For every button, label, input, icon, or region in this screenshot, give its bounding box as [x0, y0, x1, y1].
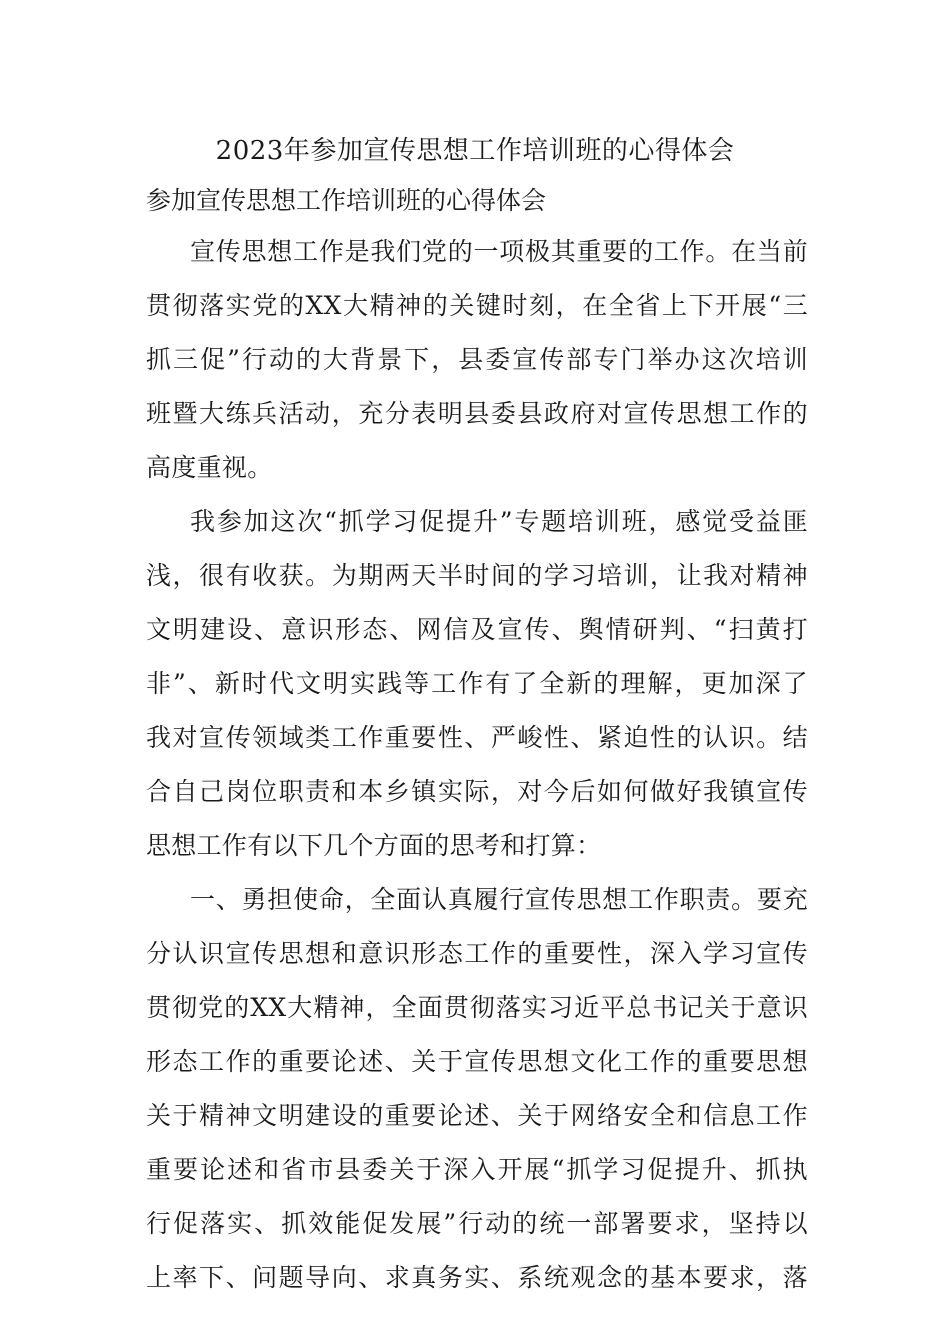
text-line: 贯彻落实党的XX大精神的关键时刻，在全省上下开展“三 — [146, 291, 808, 320]
text-line: 合自己岗位职责和本乡镇实际，对今后如何做好我镇宣传 — [146, 777, 808, 806]
text-line: 班暨大练兵活动，充分表明县委县政府对宣传思想工作的 — [146, 399, 808, 428]
text-line: 我对宣传领域类工作重要性、严峻性、紧迫性的认识。结 — [146, 723, 808, 752]
paragraph-2 — [146, 502, 808, 880]
text-line: 行促落实、抓效能促发展”行动的统一部署要求，坚持以 — [146, 1209, 808, 1238]
text-line: 关于精神文明建设的重要论述、关于网络安全和信息工作 — [146, 1101, 808, 1130]
document-body — [146, 232, 808, 1312]
paragraph-1 — [146, 232, 808, 502]
text-line: 高度重视。 — [146, 453, 273, 482]
text-line: 上率下、问题导向、求真务实、系统观念的基本要求，落 — [146, 1263, 808, 1292]
document-title: 2023年参加宣传思想工作培训班的心得体会 — [215, 136, 735, 166]
document-subtitle: 参加宣传思想工作培训班的心得体会 — [146, 186, 547, 215]
text-line: 思想工作有以下几个方面的思考和打算： — [146, 831, 602, 860]
text-line: 分认识宣传思想和意识形态工作的重要性，深入学习宣传 — [146, 939, 808, 968]
text-line: 非”、新时代文明实践等工作有了全新的理解，更加深了 — [146, 669, 808, 698]
text-line: 抓三促”行动的大背景下，县委宣传部专门举办这次培训 — [146, 345, 808, 374]
text-line: 形态工作的重要论述、关于宣传思想文化工作的重要思想 — [146, 1047, 808, 1076]
text-line: 文明建设、意识形态、网信及宣传、舆情研判、“扫黄打 — [146, 615, 808, 644]
text-line: 一、勇担使命，全面认真履行宣传思想工作职责。要充 — [190, 885, 808, 914]
text-line: 宣传思想工作是我们党的一项极其重要的工作。在当前 — [190, 237, 808, 266]
text-line: 浅，很有收获。为期两天半时间的学习培训，让我对精神 — [146, 561, 808, 590]
text-line: 我参加这次“抓学习促提升”专题培训班，感觉受益匪 — [190, 507, 808, 536]
text-line: 贯彻党的XX大精神，全面贯彻落实习近平总书记关于意识 — [146, 993, 808, 1022]
text-line: 重要论述和省市县委关于深入开展“抓学习促提升、抓执 — [146, 1155, 808, 1184]
paragraph-3 — [146, 880, 808, 1312]
